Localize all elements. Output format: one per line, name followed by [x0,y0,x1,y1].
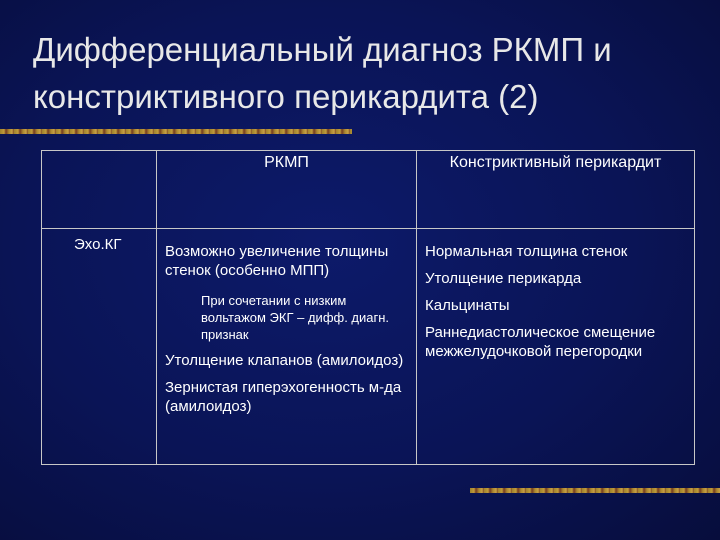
header-constrictive: Констриктивный перикардит [417,151,695,229]
rkmp-item-hyperechogenicity: Зернистая гиперэхогенность м-да (амилоидоз) [165,379,402,415]
constrictive-item-normal-walls: Нормальная толщина стенок [425,243,628,260]
rkmp-item-wall-thickness: Возможно увеличение толщины стенок (особенно МПП) [165,243,389,279]
decorative-rule-bottom [470,488,720,493]
constrictive-item-septal-shift: Раннедиастолическое смещение межжелудочковой перегородки [425,324,656,360]
cell-rkmp [157,229,417,465]
row-label-echo: Эхо.КГ [42,229,157,465]
comparison-table [41,150,695,465]
rkmp-item-valves: Утолщение клапанов (амилоидоз) [165,352,404,369]
decorative-rule-top [0,129,352,134]
header-empty-cell [42,151,157,229]
header-rkmp: РКМП [157,151,417,229]
slide-title: Дифференциальный диагноз РКМП и констриктивного перикардита (2) [33,31,612,115]
cell-constrictive [417,229,695,465]
rkmp-sub-note: При сочетании с низким вольтажом ЭКГ – дифф. диагн. признак [201,293,390,342]
constrictive-item-pericardium: Утолщение перикарда [425,270,582,287]
table-row [42,229,695,465]
constrictive-item-calcifications: Кальцинаты [425,297,510,314]
table-header-row [42,151,695,229]
